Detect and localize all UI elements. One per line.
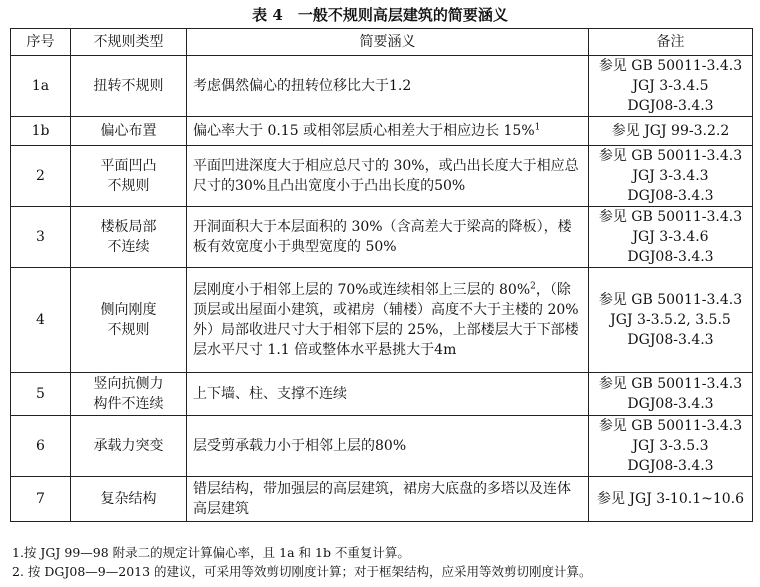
irregularity-type <box>71 117 187 146</box>
table-row <box>11 56 753 117</box>
table-row <box>11 268 753 373</box>
remark <box>589 56 753 117</box>
irregularity-type-line: 楼板局部 <box>100 219 157 235</box>
brief-meaning <box>187 207 589 268</box>
footnote-marker: 2 <box>530 281 536 292</box>
header-cell: 简要涵义 <box>187 29 589 56</box>
irregularity-type <box>71 477 187 522</box>
brief-meaning-text: 上下墙、柱、支撑不连续 <box>193 386 347 402</box>
remark-line: DGJ08-3.4.3 <box>627 332 714 348</box>
remark-line: JGJ 3-3.4.5 <box>632 78 709 94</box>
remark-line: 参见 JGJ 99-3.2.2 <box>611 123 730 139</box>
footnote: 1.按 JGJ 99—98 附录二的规定计算偏心率，且 1a 和 1b 不重复计算。 <box>12 545 410 560</box>
footnotes <box>12 543 752 581</box>
remark-line: 参见 JGJ 3-10.1~10.6 <box>596 491 745 507</box>
remark-line: 参见 GB 50011-3.4.3 <box>598 209 743 225</box>
brief-meaning-text-tail: ，（除顶层或出屋面小建筑，或裙房（辅楼）高度不大于主楼的 20%外）局部收进尺寸大于相邻下层的 25%，上部楼层大于下部楼层水平尺寸 1.1 倍或整体水平悬挑大于4m <box>193 282 579 358</box>
footnote-marker: 1 <box>534 122 541 133</box>
brief-meaning-text: 平面凹进深度大于相应总尺寸的 30%，或凸出长度大于相应总尺寸的30%且凸出宽度小于凸出长度的50% <box>193 158 579 194</box>
irregularity-type <box>71 207 187 268</box>
remark <box>589 416 753 477</box>
table-row <box>11 207 753 268</box>
row-number: 5 <box>11 373 71 416</box>
remark-line: DGJ08-3.4.3 <box>627 396 714 412</box>
irregularity-type <box>71 373 187 416</box>
row-number: 6 <box>11 416 71 477</box>
brief-meaning-text: 开洞面积大于本层面积的 30%（含高差大于梁高的降板），楼板有效宽度小于典型宽度的 50% <box>193 219 572 255</box>
irregularity-type-line: 不规则 <box>107 322 150 338</box>
brief-meaning-text: 层刚度小于相邻上层的 70%或连续相邻上三层的 80% <box>193 282 531 298</box>
irregularity-type-line: 不连续 <box>107 239 150 255</box>
irregularity-type-line: 平面凹凸 <box>100 158 157 174</box>
remark-line: 参见 GB 50011-3.4.3 <box>598 418 743 434</box>
irregularity-type-line: 偏心布置 <box>100 123 157 139</box>
header-cell: 序号 <box>11 29 71 56</box>
table-body <box>11 56 753 522</box>
irregularity-type <box>71 56 187 117</box>
remark <box>589 117 753 146</box>
irregularity-type <box>71 268 187 373</box>
remark <box>589 477 753 522</box>
brief-meaning <box>187 268 589 373</box>
brief-meaning <box>187 373 589 416</box>
table-row <box>11 146 753 207</box>
remark-line: 参见 GB 50011-3.4.3 <box>598 148 743 164</box>
irregularity-table <box>10 28 753 522</box>
header-cell: 备注 <box>589 29 753 56</box>
header-row <box>11 29 753 56</box>
brief-meaning <box>187 56 589 117</box>
remark-line: JGJ 3-3.5.2, 3.5.5 <box>610 312 731 328</box>
table-row <box>11 416 753 477</box>
table-row <box>11 477 753 522</box>
brief-meaning-text: 错层结构，带加强层的高层建筑，裙房大底盘的多塔以及连体高层建筑 <box>193 481 571 517</box>
brief-meaning <box>187 117 589 146</box>
footnote: 2. 按 DGJ08—9—2013 的建议，可采用等效剪切刚度计算；对于框架结构，应采用等效剪切刚度计算。 <box>12 564 592 579</box>
remark <box>589 146 753 207</box>
header-cell: 不规则类型 <box>71 29 187 56</box>
irregularity-type-line: 承载力突变 <box>93 438 164 454</box>
table-row <box>11 117 753 146</box>
remark <box>589 207 753 268</box>
irregularity-type-line: 侧向刚度 <box>100 302 157 318</box>
row-number: 2 <box>11 146 71 207</box>
brief-meaning-text: 层受剪承载力小于相邻上层的80% <box>193 438 407 454</box>
remark-line: JGJ 3-3.4.6 <box>632 229 709 245</box>
remark-line: DGJ08-3.4.3 <box>627 458 714 474</box>
table-title: 表 4 一般不规则高层建筑的简要涵义 <box>252 6 508 24</box>
row-number: 1b <box>11 117 71 146</box>
irregularity-type <box>71 416 187 477</box>
irregularity-type <box>71 146 187 207</box>
irregularity-type-line: 扭转不规则 <box>93 78 164 94</box>
remark <box>589 268 753 373</box>
remark-line: JGJ 3-3.5.3 <box>632 438 709 454</box>
irregularity-type-line: 不规则 <box>107 178 150 194</box>
irregularity-type-line: 复杂结构 <box>100 491 157 507</box>
irregularity-type-line: 竖向抗侧力 <box>93 376 164 392</box>
brief-meaning <box>187 477 589 522</box>
brief-meaning-text: 偏心率大于 0.15 或相邻层质心相差大于相应边长 15% <box>193 123 535 139</box>
row-number: 7 <box>11 477 71 522</box>
remark-line: DGJ08-3.4.3 <box>627 249 714 265</box>
remark-line: 参见 GB 50011-3.4.3 <box>598 376 743 392</box>
row-number: 1a <box>11 56 71 117</box>
brief-meaning-text: 考虑偶然偏心的扭转位移比大于1.2 <box>193 78 412 94</box>
irregularity-type-line: 构件不连续 <box>93 396 164 412</box>
remark-line: 参见 GB 50011-3.4.3 <box>598 292 743 308</box>
brief-meaning <box>187 146 589 207</box>
brief-meaning <box>187 416 589 477</box>
remark <box>589 373 753 416</box>
remark-line: JGJ 3-3.4.3 <box>632 168 709 184</box>
table-row <box>11 373 753 416</box>
row-number: 4 <box>11 268 71 373</box>
remark-line: 参见 GB 50011-3.4.3 <box>598 58 743 74</box>
remark-line: DGJ08-3.4.3 <box>627 188 714 204</box>
remark-line: DGJ08-3.4.3 <box>627 98 714 114</box>
row-number: 3 <box>11 207 71 268</box>
